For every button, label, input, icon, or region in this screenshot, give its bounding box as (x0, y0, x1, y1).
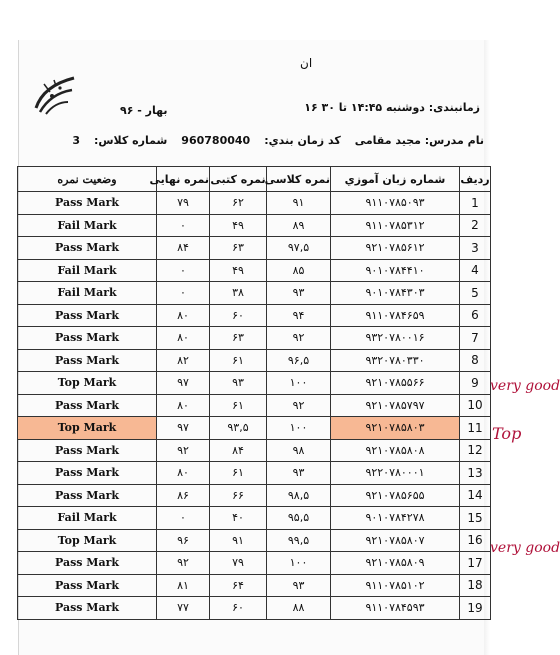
table-row (18, 214, 491, 237)
row-number-cell: 4 (460, 259, 491, 282)
status-cell: Fail Mark (18, 214, 157, 237)
teacher-label: نام مدرس: مجید مقامی (354, 134, 484, 147)
final-mark-cell: ۹۶ (157, 529, 210, 552)
final-mark-cell: ۸۰ (157, 462, 210, 485)
final-mark-cell: ۸۲ (157, 349, 210, 372)
row-number-cell: 9 (460, 372, 491, 395)
table-row (18, 192, 491, 215)
written-mark-cell: ۶۱ (210, 349, 267, 372)
table-row (18, 439, 491, 462)
class-mark-cell: ۹۲ (267, 327, 331, 350)
header-status: وضعيت نمره (18, 167, 157, 192)
written-mark-cell: ۶۴ (210, 574, 267, 597)
student-code-cell: ۹۱۱۰۷۸۴۵۹۳ (331, 597, 460, 620)
written-mark-cell: ۶۱ (210, 462, 267, 485)
header-written: نمره کتبی (210, 167, 267, 192)
student-code-cell: ۹۱۱۰۷۸۵۱۰۲ (331, 574, 460, 597)
row-number-cell: 16 (460, 529, 491, 552)
term-label: بهار - ۹۶ (120, 104, 168, 117)
class-mark-cell: ۹۳ (267, 574, 331, 597)
class-info-line (64, 134, 484, 147)
student-code-cell: ۹۲۱۰۷۸۵۵۶۶ (331, 372, 460, 395)
student-code-cell: ۹۲۱۰۷۸۵۸۰۳ (331, 417, 460, 440)
status-cell: Pass Mark (18, 304, 157, 327)
table-row (18, 597, 491, 620)
class-mark-cell: ۸۵ (267, 259, 331, 282)
student-code-cell: ۹۰۱۰۷۸۴۳۰۳ (331, 282, 460, 305)
table-body (18, 192, 491, 620)
class-mark-cell: ۹۵,۵ (267, 507, 331, 530)
class-number: 3 (72, 134, 80, 147)
final-mark-cell: ۸۱ (157, 574, 210, 597)
row-number-cell: 8 (460, 349, 491, 372)
status-cell: Pass Mark (18, 394, 157, 417)
status-cell: Pass Mark (18, 439, 157, 462)
status-cell: Pass Mark (18, 349, 157, 372)
status-cell: Fail Mark (18, 507, 157, 530)
table-row (18, 327, 491, 350)
row-number-cell: 13 (460, 462, 491, 485)
final-mark-cell: ۰ (157, 259, 210, 282)
status-cell: Pass Mark (18, 597, 157, 620)
final-mark-cell: ۷۷ (157, 597, 210, 620)
final-mark-cell: ۹۷ (157, 372, 210, 395)
row-number-cell: 2 (460, 214, 491, 237)
class-mark-cell: ۹۴ (267, 304, 331, 327)
document-title: ان (300, 56, 313, 70)
written-mark-cell: ۴۰ (210, 507, 267, 530)
class-mark-cell: ۹۳ (267, 282, 331, 305)
status-cell: Top Mark (18, 529, 157, 552)
final-mark-cell: ۰ (157, 214, 210, 237)
table-row (18, 574, 491, 597)
written-mark-cell: ۴۹ (210, 214, 267, 237)
row-number-cell: 7 (460, 327, 491, 350)
final-mark-cell: ۹۲ (157, 552, 210, 575)
student-code-cell: ۹۲۱۰۷۸۵۶۵۵ (331, 484, 460, 507)
table-row (18, 372, 491, 395)
table-row (18, 484, 491, 507)
written-mark-cell: ۶۶ (210, 484, 267, 507)
table-row (18, 394, 491, 417)
written-mark-cell: ۸۴ (210, 439, 267, 462)
student-code-cell: ۹۲۱۰۷۸۵۸۰۹ (331, 552, 460, 575)
student-code-cell: ۹۱۱۰۷۸۵۳۱۲ (331, 214, 460, 237)
written-mark-cell: ۹۳,۵ (210, 417, 267, 440)
row-number-cell: 11 (460, 417, 491, 440)
class-mark-cell: ۹۳ (267, 462, 331, 485)
final-mark-cell: ۷۹ (157, 192, 210, 215)
written-mark-cell: ۷۹ (210, 552, 267, 575)
class-mark-cell: ۸۹ (267, 214, 331, 237)
student-code-cell: ۹۰۱۰۷۸۴۲۷۸ (331, 507, 460, 530)
written-mark-cell: ۴۹ (210, 259, 267, 282)
student-code-cell: ۹۲۱۰۷۸۵۸۰۸ (331, 439, 460, 462)
header-class: نمره کلاسی (267, 167, 331, 192)
table-row (18, 529, 491, 552)
row-number-cell: 14 (460, 484, 491, 507)
class-mark-cell: ۱۰۰ (267, 372, 331, 395)
final-mark-cell: ۹۲ (157, 439, 210, 462)
student-code-cell: ۹۳۲۰۷۸۰۳۳۰ (331, 349, 460, 372)
row-number-cell: 5 (460, 282, 491, 305)
class-mark-cell: ۸۸ (267, 597, 331, 620)
final-mark-cell: ۸۰ (157, 394, 210, 417)
class-mark-cell: ۹۹,۵ (267, 529, 331, 552)
status-cell: Pass Mark (18, 327, 157, 350)
status-cell: Pass Mark (18, 237, 157, 260)
written-mark-cell: ۶۳ (210, 327, 267, 350)
handwritten-note: Top (492, 424, 522, 443)
student-code-cell: ۹۲۱۰۷۸۵۸۰۷ (331, 529, 460, 552)
row-number-cell: 3 (460, 237, 491, 260)
final-mark-cell: ۸۶ (157, 484, 210, 507)
status-cell: Fail Mark (18, 259, 157, 282)
status-cell: Pass Mark (18, 574, 157, 597)
final-mark-cell: ۰ (157, 507, 210, 530)
table-row (18, 507, 491, 530)
table-row (18, 417, 491, 440)
table-row (18, 552, 491, 575)
student-code-cell: ۹۲۱۰۷۸۵۷۹۷ (331, 394, 460, 417)
student-code-cell: ۹۲۲۰۷۸۰۰۰۱ (331, 462, 460, 485)
student-code-cell: ۹۱۱۰۷۸۴۶۵۹ (331, 304, 460, 327)
status-cell: Pass Mark (18, 462, 157, 485)
schedule-code-label: کد زمان بندي: (264, 134, 341, 147)
final-mark-cell: ۰ (157, 282, 210, 305)
status-cell: Pass Mark (18, 552, 157, 575)
row-number-cell: 12 (460, 439, 491, 462)
row-number-cell: 10 (460, 394, 491, 417)
schedule-line: زمانبندی: دوشنبه ۱۴:۴۵ تا ۳۰ ۱۶ (304, 101, 480, 114)
class-mark-cell: ۱۰۰ (267, 417, 331, 440)
written-mark-cell: ۶۳ (210, 237, 267, 260)
written-mark-cell: ۹۱ (210, 529, 267, 552)
handwritten-note: very good (490, 377, 560, 394)
row-number-cell: 15 (460, 507, 491, 530)
class-mark-cell: ۹۸,۵ (267, 484, 331, 507)
header-final: نمره نهايی (157, 167, 210, 192)
final-mark-cell: ۸۰ (157, 304, 210, 327)
status-cell: Top Mark (18, 372, 157, 395)
student-code-cell: ۹۱۱۰۷۸۵۰۹۳ (331, 192, 460, 215)
status-cell: Pass Mark (18, 484, 157, 507)
row-number-cell: 19 (460, 597, 491, 620)
table-row (18, 304, 491, 327)
final-mark-cell: ۸۴ (157, 237, 210, 260)
written-mark-cell: ۹۳ (210, 372, 267, 395)
written-mark-cell: ۳۸ (210, 282, 267, 305)
status-cell: Top Mark (18, 417, 157, 440)
table-row (18, 282, 491, 305)
class-mark-cell: ۹۲ (267, 394, 331, 417)
written-mark-cell: ۶۲ (210, 192, 267, 215)
class-mark-cell: ۹۱ (267, 192, 331, 215)
status-cell: Fail Mark (18, 282, 157, 305)
grades-table (17, 166, 491, 620)
written-mark-cell: ۶۰ (210, 304, 267, 327)
class-number-label: شماره کلاس: (93, 134, 168, 147)
header-student-code: شماره زبان آموزي (331, 167, 460, 192)
table-row (18, 237, 491, 260)
written-mark-cell: ۶۱ (210, 394, 267, 417)
final-mark-cell: ۹۷ (157, 417, 210, 440)
row-number-cell: 1 (460, 192, 491, 215)
student-code-cell: ۹۰۱۰۷۸۴۴۱۰ (331, 259, 460, 282)
header-row-number: رديف (460, 167, 491, 192)
row-number-cell: 18 (460, 574, 491, 597)
student-code-cell: ۹۳۲۰۷۸۰۰۱۶ (331, 327, 460, 350)
institute-logo-icon (30, 70, 80, 120)
table-header-row (18, 167, 491, 192)
schedule-code: 960780040 (181, 134, 251, 147)
row-number-cell: 17 (460, 552, 491, 575)
row-number-cell: 6 (460, 304, 491, 327)
class-mark-cell: ۱۰۰ (267, 552, 331, 575)
table-row (18, 259, 491, 282)
class-mark-cell: ۹۷,۵ (267, 237, 331, 260)
table-row (18, 349, 491, 372)
class-mark-cell: ۹۸ (267, 439, 331, 462)
table-row (18, 462, 491, 485)
written-mark-cell: ۶۰ (210, 597, 267, 620)
class-mark-cell: ۹۶,۵ (267, 349, 331, 372)
final-mark-cell: ۸۰ (157, 327, 210, 350)
student-code-cell: ۹۲۱۰۷۸۵۶۱۲ (331, 237, 460, 260)
status-cell: Pass Mark (18, 192, 157, 215)
handwritten-note: very good (490, 540, 560, 556)
